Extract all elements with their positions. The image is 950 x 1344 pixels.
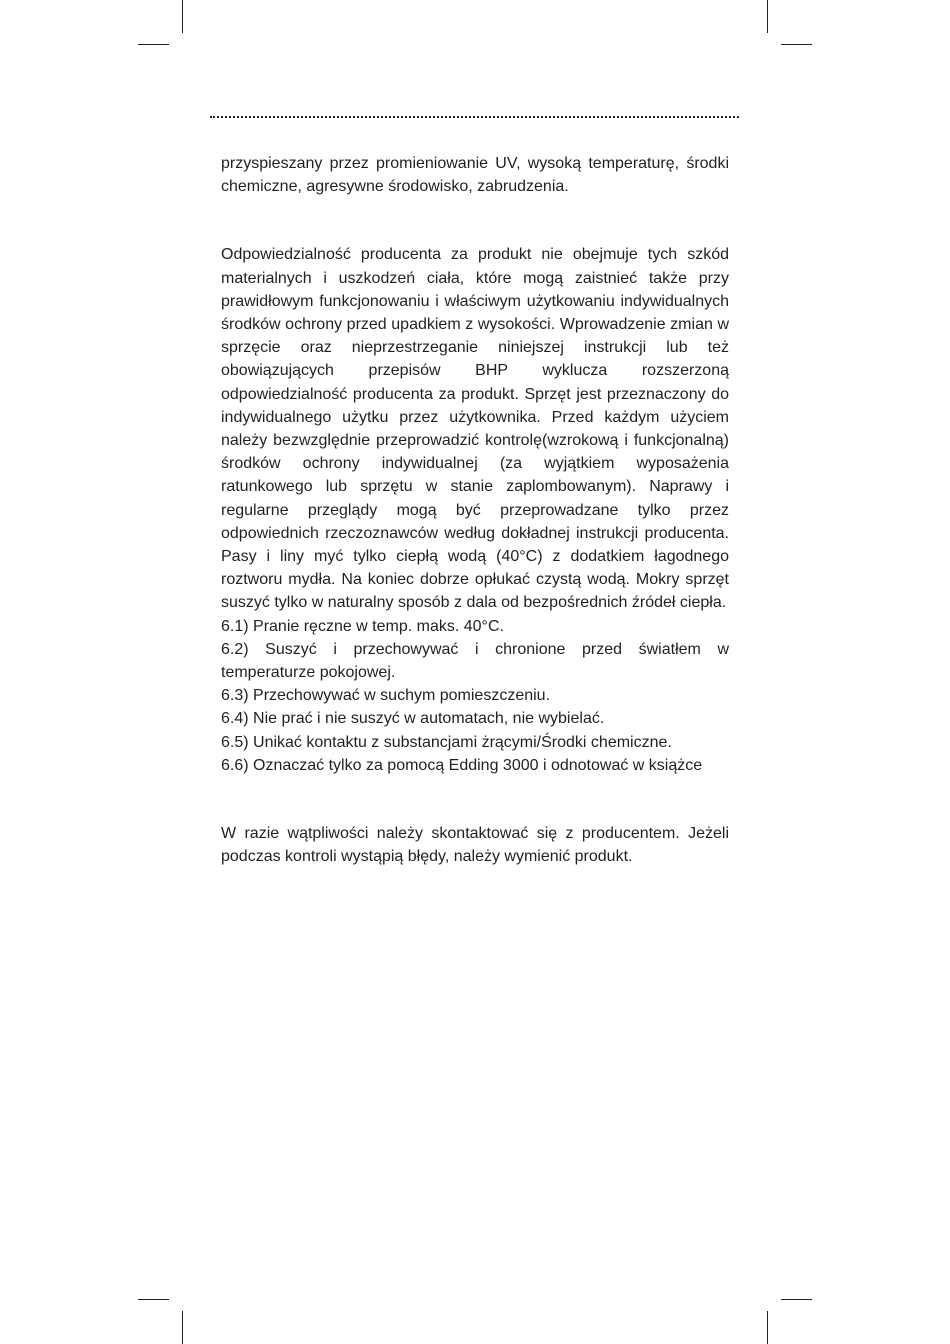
crop-mark-top-left-horizontal xyxy=(138,44,169,45)
doubts-paragraph: W razie wątpliwości należy skontaktować się z producentem. Jeżeli podczas kontroli wystąpią błędy, należy wymienić produkt. xyxy=(221,825,729,866)
care-item-6-3: 6.3) Przechowywać w suchym pomieszczeniu. xyxy=(221,687,551,705)
care-item-6-5: 6.5) Unikać kontaktu z substancjami żrącymi/Środki chemiczne. xyxy=(221,733,672,751)
care-item-6-6: 6.6) Oznaczać tylko za pomocą Edding 3000 i odnotować w książce xyxy=(221,756,703,774)
care-item-6-1: 6.1) Pranie ręczne w temp. maks. 40°C. xyxy=(221,617,504,635)
care-item-6-2: 6.2) Suszyć i przechowywać i chronione przed światłem w temperaturze pokojowej. xyxy=(221,640,729,682)
header-dotted-rule xyxy=(210,116,739,118)
care-instructions-list xyxy=(221,615,729,777)
crop-mark-top-right-horizontal xyxy=(781,44,812,45)
care-item-6-4: 6.4) Nie prać i nie suszyć w automatach, nie wybielać. xyxy=(221,710,605,728)
crop-mark-bottom-right-vertical xyxy=(767,1311,768,1344)
intro-paragraph: przyspieszany przez promieniowanie UV, wysoką temperaturę, środki chemiczne, agresywne środowisko, zabrudzenia. xyxy=(221,155,729,196)
crop-mark-top-right-vertical xyxy=(767,0,768,33)
responsibility-paragraph: Odpowiedzialność producenta za produkt nie obejmuje tych szkód materialnych i uszkodzeń ciała, które mogą zaistnieć także przy prawidłowym funkcjonowaniu i właściwym użytkowaniu indywidualnych środków ochrony przed upadkiem z wysokości. Wprowadzenie zmian w sprzęcie oraz nieprzestrzeganie niniejszej instrukcji lub też obowiązujących przepisów BHP wyklucza rozszerzoną odpowiedzialność producenta za produkt. Sprzęt jest przeznaczony do indywidualnego użytku przez użytkownika. Przed każdym użyciem należy bezwzględnie przeprowadzić kontrolę(wzrokową i funkcjonalną) środków ochrony indywidualnej (za wyjątkiem wyposażenia ratunkowego lub sprzętu w stanie zaplombowanym). Naprawy i regularne przeglądy mogą być przeprowadzane tylko przez odpowiednich rzeczoznawców według dokładnej instrukcji producenta. Pasy i liny myć tylko ciepłą wodą (40°C) z dodatkiem łagodnego roztworu mydła. Na koniec dobrze opłukać czystą wodą. Mokry sprzęt suszyć tylko w naturalny sposób z dala od bezpośrednich źródeł ciepła. xyxy=(221,246,729,612)
document-body xyxy=(221,152,729,868)
crop-mark-bottom-left-horizontal xyxy=(138,1299,169,1300)
crop-mark-top-left-vertical xyxy=(182,0,183,33)
crop-mark-bottom-left-vertical xyxy=(182,1311,183,1344)
crop-mark-bottom-right-horizontal xyxy=(781,1299,812,1300)
